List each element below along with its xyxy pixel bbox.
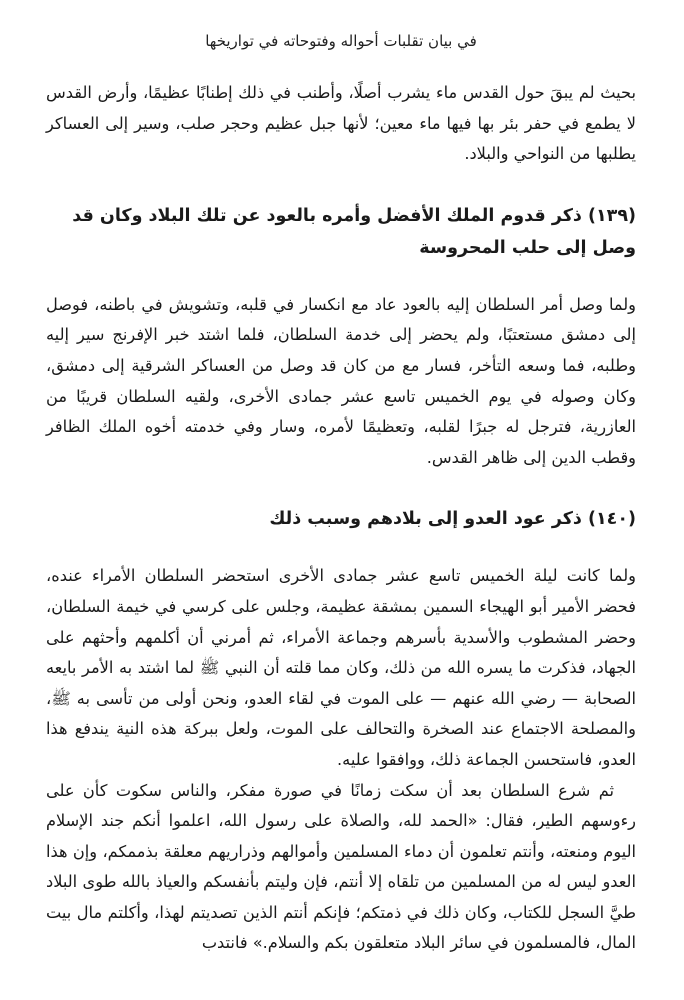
paragraph-emirs-council: ولما كانت ليلة الخميس تاسع عشر جمادى الأخرى استحضر السلطان الأمراء عنده، فحضر الأمير أبو الهيجاء السمين بمشقة عظيمة، وجلس على كرسي في خيمة السلطان، وحضر المشطوب والأسدية بأسرهم وجماعة الأمراء، ثم أمرني أن أكلمهم وأحثهم على الجهاد، فذكرت ما يسره الله من ذلك، وكان مما قلته أن النبي ﷺ لما اشتد به الأمر بايعه الصحابة — رضي الله عنهم — على الموت في لقاء العدو، ونحن أولى من تأسى به ﷺ، والمصلحة الاجتماع عند الصخرة والتحالف على الموت، ولعل ببركة هذه النية يندفع هذا العدو، فاستحسن الجماعة ذلك، ووافقوا عليه. [46, 566, 636, 769]
section-heading-140: (١٤٠) ذكر عود العدو إلى بلادهم وسبب ذلك [269, 509, 636, 530]
paragraph-afdal-arrival: ولما وصل أمر السلطان إليه بالعود عاد مع انكسار في قلبه، وتشويش في باطنه، فوصل إلى دمشق مستعتبًا، ولم يحضر إلى خدمة السلطان، فلما اشتد خبر الإفرنج سير إليه وطلبه، فما وسعه التأخر، فسار مع من كان قد وصل من العساكر الشرقية إلى دمشق، وكان وصوله في يوم الخميس تاسع عشر جمادى الأخرى، ولقيه السلطان قريبًا من العازرية، فترجل له جبرًا لقلبه، وتعظيمًا لأمره، وسار وفي خدمته أخوه الملك الظافر وقطب الدين إلى ظاهر القدس. [46, 294, 636, 467]
paragraph-sultan-speech: ثم شرع السلطان بعد أن سكت زمانًا في صورة مفكر، والناس سكوت كأن على رءوسهم الطير، فقال: «الحمد لله، والصلاة على رسول الله، اعلموا أنكم جند الإسلام اليوم ومنعته، وأنتم تعلمون أن دماء المسلمين وأموالهم وذراريهم معلقة بذممكم، وإن هذا العدو ليس له من المسلمين من تلقاه إلا أنتم، فإن وليتم بأنفسكم والعياذ بالله طوى البلاد طيَّ السجل للكتاب، وكان ذلك في ذمتكم؛ فإنكم أنتم الذين تصديتم لهذا، وأكلتم مال بيت المال، فالمسلمون في سائر البلاد متعلقون بكم والسلام.» فانتدب [46, 780, 636, 953]
section-heading-139: (١٣٩) ذكر قدوم الملك الأفضل وأمره بالعود عن تلك البلاد وكان قد وصل إلى حلب المحروسة [72, 205, 636, 258]
paragraph-continuation: بحيث لم يبقَ حول القدس ماء يشرب أصلًا، وأطنب في ذلك إطنابًا عظيمًا، وأرض القدس لا يطمع في حفر بئر بها فيها ماء معين؛ لأنها جبل عظيم وحجر صلب، وسير إلى العساكر يطلبها من النواحي والبلاد. [46, 83, 636, 164]
running-header: في بيان تقلبات أحواله وفتوحاته في تواريخها [205, 32, 477, 50]
